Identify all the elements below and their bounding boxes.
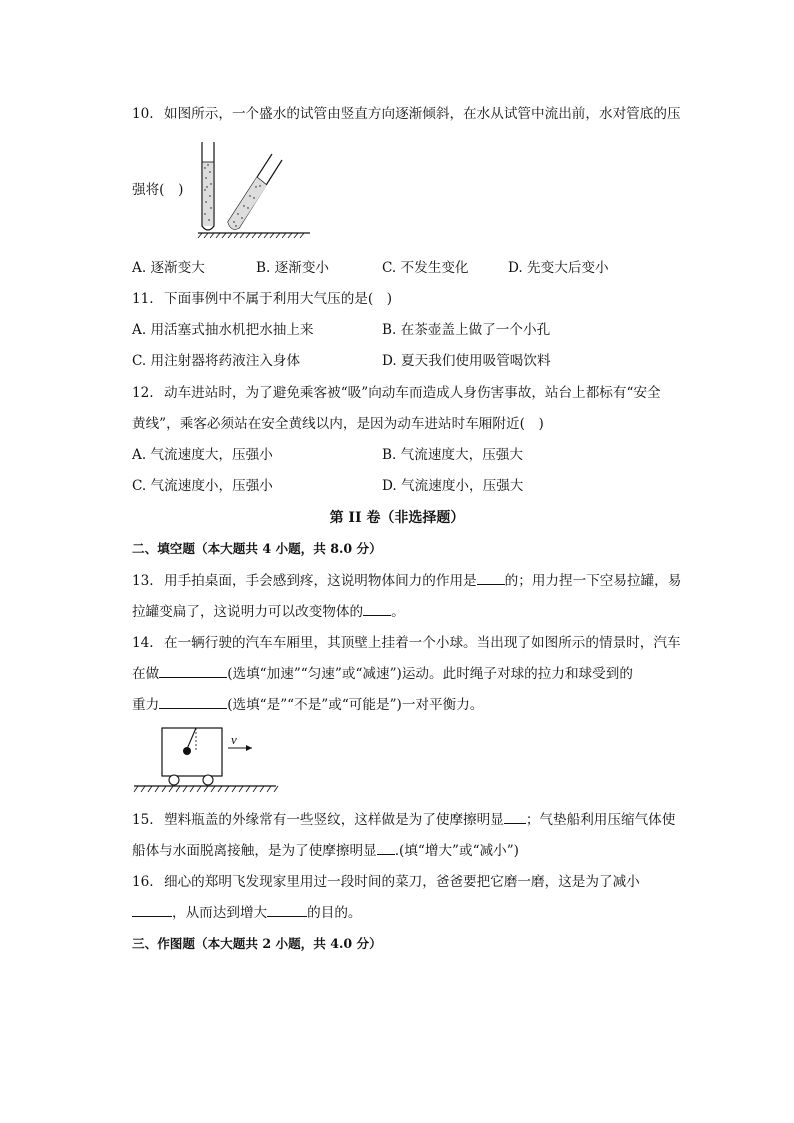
q13-number: 13. (132, 573, 154, 589)
q11-option-a: A. 用活塞式抽水机把水抽上来 (132, 322, 314, 338)
q12-option-c: C. 气流速度小，压强小 (132, 478, 273, 494)
q13-line1 (132, 571, 681, 591)
section3-heading: 三、作图题（本大题共 2 小题，共 4.0 分） (132, 936, 382, 951)
q13-text-2b: 。 (391, 604, 405, 620)
q10-option-a: A. 逐渐变大 (132, 260, 205, 276)
q12-text-line2: 黄线”，乘客必须站在安全黄线以内，是因为动车进站时车厢附近( ) (132, 416, 544, 432)
q10-line1 (132, 104, 681, 124)
q11-number: 11. (132, 291, 154, 307)
q11-option-b: B. 在茶壶盖上做了一个小孔 (382, 322, 551, 338)
q12-option-a: A. 气流速度大，压强小 (132, 447, 273, 463)
q10-option-d: D. 先变大后变小 (508, 260, 609, 276)
q15-text-2b: .(填“增大”或“减小”) (394, 843, 519, 859)
q12-number: 12. (132, 385, 154, 401)
q10-test-tube-figure (198, 140, 314, 240)
q13-line2 (132, 602, 405, 622)
q12-option-b: B. 气流速度大，压强大 (382, 447, 523, 463)
velocity-label: v (231, 732, 237, 747)
q12-text-line1: 动车进站时，为了避免乘客被“吸”向动车而造成人身伤害事故，站台上都标有“安全 (164, 385, 661, 401)
q16-blank-2[interactable] (267, 904, 307, 917)
section2-heading: 二、填空题（本大题共 4 小题，共 8.0 分） (132, 541, 382, 556)
q10-option-c: C. 不发生变化 (382, 260, 469, 276)
q15-blank-2[interactable] (377, 842, 395, 855)
q11-text: 下面事例中不属于利用大气压的是( ) (164, 291, 393, 307)
part2-title: 第 II 卷（非选择题） (329, 510, 465, 526)
q13-blank-1[interactable] (477, 572, 505, 585)
q16-line1 (132, 872, 640, 892)
q15-line1 (132, 810, 675, 830)
q16-number: 16. (132, 874, 154, 890)
q14-text-2a: 在做 (132, 666, 160, 682)
q14-line2 (132, 664, 633, 684)
q15-text-1a: 塑料瓶盖的外缘常有一些竖纹，这样做是为了使摩擦明显 (164, 812, 504, 828)
q16-text-1: 细心的郑明飞发现家里用过一段时间的菜刀，爸爸要把它磨一磨，这是为了减小 (164, 874, 640, 890)
q14-line3 (132, 695, 483, 715)
q13-text-1a: 用手拍桌面，手会感到疼，这说明物体间力的作用是 (164, 573, 477, 589)
q11-option-d: D. 夏天我们使用吸管喝饮料 (382, 353, 551, 369)
q16-text-2a: ，从而达到增大 (172, 905, 268, 921)
q14-text-3b: (选填“是”“不是”或“可能是”)一对平衡力。 (227, 697, 484, 713)
q16-line2 (132, 903, 362, 923)
q10-text-line2: 强将( ) (132, 182, 184, 198)
q10-text-line1: 如图所示，一个盛水的试管由竖直方向逐渐倾斜，在水从试管中流出前，水对管底的压 (164, 106, 681, 122)
q14-line1 (132, 633, 681, 653)
q13-text-1b: 的；用力捏一下空易拉罐，易 (504, 573, 682, 589)
q14-text-3a: 重力 (132, 697, 160, 713)
q14-number: 14. (132, 635, 154, 651)
q13-blank-2[interactable] (363, 603, 391, 616)
q16-text-2b: 的目的。 (307, 905, 362, 921)
q15-blank-1[interactable] (504, 811, 526, 824)
q16-blank-1[interactable] (132, 904, 172, 917)
q14-blank-1[interactable] (159, 665, 227, 678)
q15-line2 (132, 841, 519, 861)
q14-text-1: 在一辆行驶的汽车车厢里，其顶壁上挂着一个小球。当出现了如图所示的情景时，汽车 (164, 635, 681, 651)
q10-option-b: B. 逐渐变小 (256, 260, 330, 276)
q11-option-c: C. 用注射器将药液注入身体 (132, 353, 301, 369)
q11-line (132, 289, 392, 309)
q15-number: 15. (132, 812, 154, 828)
q14-blank-2[interactable] (159, 696, 227, 709)
q13-text-2a: 拉罐变扁了，这说明力可以改变物体的 (132, 604, 364, 620)
q14-car-figure (132, 724, 282, 796)
q14-text-2b: (选填“加速”“匀速”或“减速”)运动。此时绳子对球的拉力和球受到的 (227, 666, 633, 682)
q15-text-2a: 船体与水面脱离接触，是为了使摩擦明显 (132, 843, 377, 859)
q12-line1 (132, 383, 661, 403)
q15-text-1b: ；气垫船利用压缩气体使 (525, 812, 676, 828)
q12-option-d: D. 气流速度小，压强大 (382, 478, 524, 494)
q10-number: 10. (132, 106, 154, 122)
